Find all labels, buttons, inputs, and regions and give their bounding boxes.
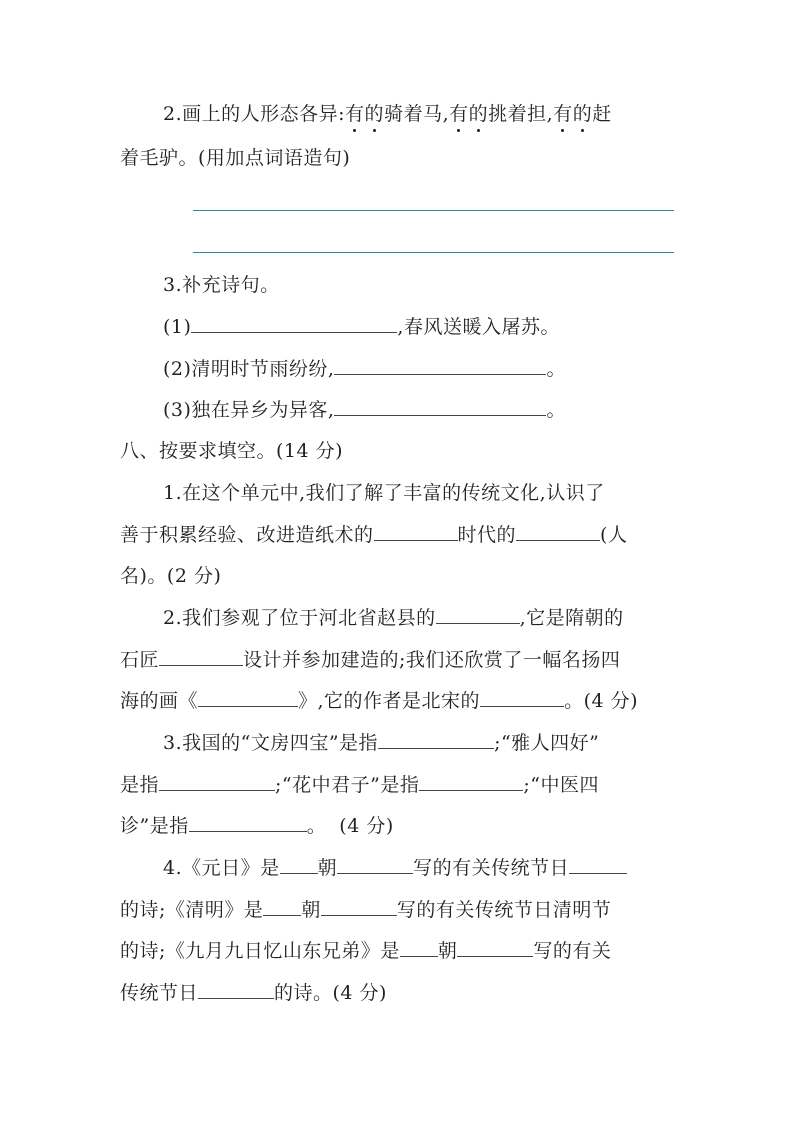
- fill-blank[interactable]: [400, 938, 438, 957]
- q8-heading: 八、按要求填空。(14 分): [120, 440, 344, 462]
- q8-item2-line1: 2.我们参观了位于河北省赵县的 ,它是隋朝的: [163, 607, 624, 629]
- q8-item4-line4: 传统节日 的诗。(4 分): [120, 982, 387, 1004]
- fill-blank[interactable]: [198, 688, 298, 707]
- fill-blank[interactable]: [419, 772, 523, 791]
- dotted-word: 有的: [449, 103, 489, 125]
- q7-item2-line2: 着毛驴。(用加点词语造句): [120, 147, 351, 169]
- dotted-word: 有的: [553, 103, 593, 125]
- fill-blank[interactable]: [378, 730, 494, 749]
- q8-item4-line3: 的诗;《九月九日忆山东兄弟》是 朝 写的有关: [120, 940, 612, 962]
- fill-blank[interactable]: [280, 855, 318, 874]
- q8-item3-line2: 是指 ;“花中君子”是指 ;“中医四: [120, 774, 599, 796]
- fill-blank[interactable]: [189, 813, 307, 832]
- fill-blank[interactable]: [334, 356, 546, 375]
- fill-blank[interactable]: [457, 938, 533, 957]
- q8-item2-line3: 海的画《 》,它的作者是北宋的 。(4 分): [120, 690, 639, 712]
- q7-item3-title: 3.补充诗句。: [163, 274, 280, 296]
- fill-blank[interactable]: [159, 647, 243, 666]
- q8-item2-line2: 石匠 设计并参加建造的;我们还欣赏了一幅名扬四: [120, 649, 621, 671]
- fill-blank[interactable]: [159, 772, 275, 791]
- q7-item3-poem2: (2)清明时节雨纷纷, 。: [163, 358, 566, 380]
- fill-blank[interactable]: [374, 522, 458, 541]
- fill-blank[interactable]: [334, 397, 546, 416]
- fill-blank[interactable]: [191, 314, 397, 333]
- q8-item4-line1: 4.《元日》是 朝 写的有关传统节日: [163, 855, 627, 881]
- q7-item2-line1: 2.画上的人形态各异:有的骑着马,有的挑着担,有的赶: [163, 103, 612, 125]
- answer-line-1[interactable]: [193, 210, 674, 211]
- fill-blank[interactable]: [569, 855, 627, 874]
- fill-blank[interactable]: [436, 605, 520, 624]
- q8-item3-line1: 3.我国的“文房四宝”是指 ;“雅人四好”: [163, 732, 600, 754]
- q8-item1-line3: 名)。(2 分): [120, 565, 222, 587]
- fill-blank[interactable]: [198, 980, 274, 999]
- fill-blank[interactable]: [480, 688, 564, 707]
- dotted-word: 有的: [345, 103, 385, 125]
- fill-blank[interactable]: [321, 897, 397, 916]
- q8-item1-line1: 1.在这个单元中,我们了解了丰富的传统文化,认识了: [163, 482, 605, 504]
- q7-item3-poem3: (3)独在异乡为异客, 。: [163, 399, 566, 421]
- q8-item1-line2: 善于积累经验、改进造纸术的 时代的 (人: [120, 524, 628, 546]
- fill-blank[interactable]: [516, 522, 600, 541]
- q7-item3-poem1: (1) ,春风送暖入屠苏。: [163, 316, 560, 338]
- q8-item3-line3: 诊”是指 。 (4 分): [120, 815, 394, 837]
- q8-item4-line2: 的诗;《清明》是 朝 写的有关传统节日清明节: [120, 899, 612, 921]
- answer-line-2[interactable]: [193, 252, 674, 253]
- fill-blank[interactable]: [263, 897, 301, 916]
- fill-blank[interactable]: [337, 855, 413, 874]
